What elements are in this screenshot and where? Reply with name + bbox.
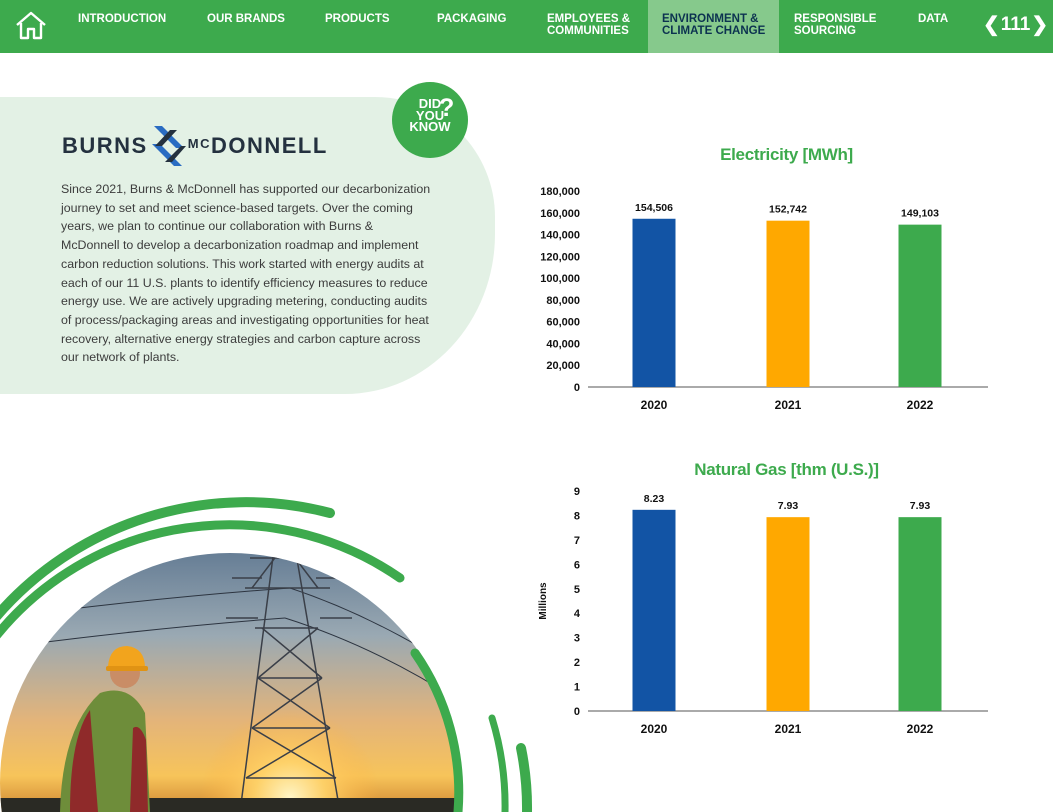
y-tick-label: 2 — [573, 657, 580, 670]
home-button[interactable] — [12, 8, 50, 44]
x-tick-label-2021: 2021 — [774, 398, 802, 412]
x-tick-label-2021: 2021 — [774, 722, 802, 736]
data-label-2020: 8.23 — [643, 492, 665, 505]
nav-label: EMPLOYEES & — [547, 13, 631, 25]
nav-data[interactable] — [918, 13, 948, 25]
data-label-2020: 154,506 — [635, 201, 673, 214]
y-tick-label: 6 — [573, 559, 580, 572]
y-tick-label: 20,000 — [546, 360, 580, 373]
logo-word-left: BURNS — [62, 133, 148, 158]
badge-line: DID — [418, 96, 442, 111]
nav-label: PACKAGING — [437, 13, 507, 25]
chart-title-natural-gas: Natural Gas [thm (U.S.)] — [694, 460, 879, 479]
bar-2021 — [767, 517, 810, 711]
data-label-2021: 152,742 — [769, 203, 807, 216]
x-tick-label-2020: 2020 — [640, 722, 668, 736]
y-tick-label: 100,000 — [540, 273, 580, 286]
burns-mcdonnell-logo — [62, 126, 328, 166]
y-tick-label: 3 — [573, 632, 580, 645]
page-pager — [982, 12, 1049, 37]
logo-word-mc: MC — [187, 135, 211, 151]
bar-2021 — [767, 221, 810, 387]
nav-our-brands[interactable] — [207, 13, 285, 25]
y-tick-label: 120,000 — [540, 251, 580, 264]
nav-label: OUR BRANDS — [207, 13, 285, 25]
natural-gas-bar-chart — [520, 485, 1053, 745]
x-tick-label-2022: 2022 — [906, 398, 934, 412]
nav-label: SOURCING — [794, 25, 856, 37]
x-tick-label-2022: 2022 — [906, 722, 934, 736]
nav-employees-communities[interactable] — [547, 13, 630, 37]
nav-packaging[interactable] — [437, 13, 506, 25]
y-tick-label: 4 — [573, 608, 580, 621]
y-tick-label: 0 — [573, 706, 580, 718]
y-tick-label: 40,000 — [546, 338, 580, 351]
nav-label: COMMUNITIES — [547, 25, 629, 37]
badge-line: KNOW — [409, 119, 451, 134]
nav-label: ENVIRONMENT & — [662, 13, 759, 25]
y-tick-label: 5 — [573, 583, 580, 596]
question-mark-icon: ? — [439, 94, 455, 122]
logo-mark-icon — [150, 126, 186, 166]
nav-introduction[interactable] — [78, 13, 166, 25]
chevron-left-icon[interactable]: ❮ — [983, 14, 1000, 36]
nav-label: INTRODUCTION — [78, 13, 167, 25]
top-nav — [0, 0, 1053, 53]
y-tick-label: 1 — [573, 681, 580, 694]
data-label-2021: 7.93 — [777, 500, 799, 513]
y-tick-label: 140,000 — [540, 229, 580, 242]
logo-word-right: DONNELL — [210, 133, 328, 158]
nav-products[interactable] — [325, 13, 390, 25]
page-number: 111 — [1000, 13, 1031, 35]
data-label-2022: 7.93 — [909, 500, 931, 513]
chart-title-electricity: Electricity [MWh] — [720, 145, 853, 164]
nav-environment-climate-change[interactable] — [648, 0, 779, 53]
bar-2022 — [899, 225, 942, 387]
chevron-right-icon[interactable]: ❯ — [1031, 14, 1049, 36]
y-tick-label: 60,000 — [546, 316, 580, 329]
bar-2020 — [633, 219, 676, 387]
nav-label: CLIMATE CHANGE — [662, 25, 766, 37]
home-icon — [12, 8, 50, 44]
x-tick-label-2020: 2020 — [640, 398, 668, 412]
callout-body-text: Since 2021, Burns & McDonnell has supported our decarbonization journey to set and meet science-based targets. Over the coming years, we plan to continue our collaboration with Burns & McDonnell to develop a decarbonization roadmap and implement carbon reduction solutions. This work started with energy audits at each of our 11 U.S. plants to identify efficiency measures to reduce energy use. We are actively upgrading metering, conducting audits of process/packaging areas and investigating opportunities for heat recovery, alternative energy strategies and carbon capture across our network of plants. — [61, 182, 431, 365]
nav-label: PRODUCTS — [325, 13, 390, 25]
data-label-2022: 149,103 — [901, 207, 939, 220]
badge-line: YOU — [415, 107, 445, 123]
nav-label: RESPONSIBLE — [794, 13, 877, 25]
nav-responsible-sourcing[interactable] — [794, 13, 876, 37]
y-tick-label: 160,000 — [540, 207, 580, 220]
bar-2020 — [633, 510, 676, 711]
y-tick-label: 7 — [573, 534, 580, 547]
y-tick-label: 80,000 — [546, 294, 580, 307]
y-tick-label: 0 — [573, 382, 580, 394]
y-tick-label: 8 — [573, 510, 580, 523]
y-tick-label: 9 — [573, 486, 580, 498]
electricity-bar-chart — [520, 180, 1053, 420]
y-axis-label: Millions — [538, 582, 549, 620]
bar-2022 — [899, 517, 942, 711]
power-line-photo — [0, 478, 560, 812]
did-you-know-badge — [392, 82, 468, 158]
nav-label: DATA — [918, 13, 949, 25]
y-tick-label: 180,000 — [540, 186, 580, 198]
